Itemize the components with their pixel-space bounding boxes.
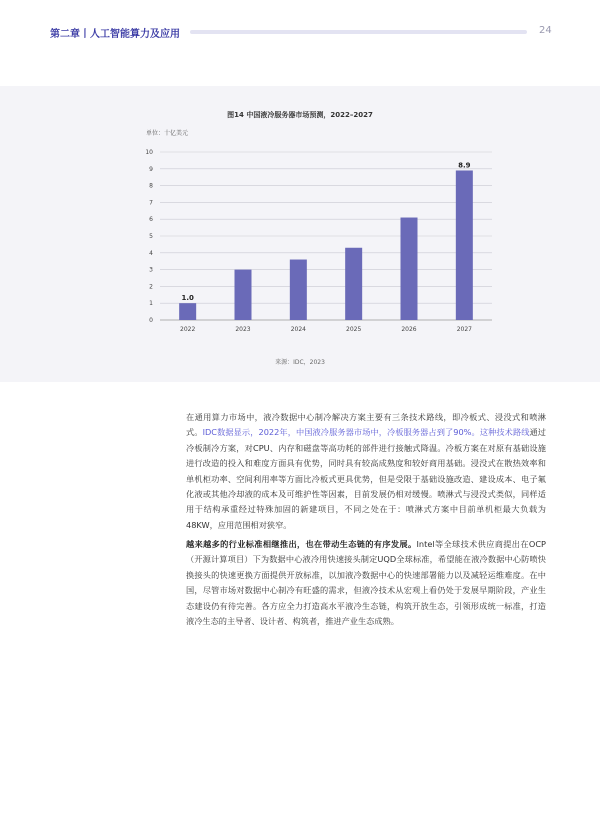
para1-text-1: 在通用算力市场中，液冷数据中心制冷解决方案主要有三条技术路线，即冷板式、浸没式和喷淋式。 xyxy=(186,412,546,438)
para2-lead: 越来越多的行业标准相继推出，也在带动生态链的有序发展。 xyxy=(186,539,417,549)
x-tick-label-2023: 2023 xyxy=(235,326,251,333)
bar-2023 xyxy=(235,270,252,320)
figure-title: 图14 中国液冷服务器市场预测，2022–2027 xyxy=(227,111,373,119)
y-tick-label-6: 6 xyxy=(149,216,153,224)
bar-2024 xyxy=(290,260,307,320)
bar-2025 xyxy=(345,248,362,320)
y-tick-label-3: 3 xyxy=(149,266,153,274)
header-divider-bar xyxy=(190,30,527,34)
para1-highlight: IDC数据显示，2022年，中国液冷服务器市场中，冷板服务器占到了90%。这种技术路线 xyxy=(202,427,530,438)
para1-text-2: 通过冷板制冷方案，对CPU、内存和磁盘等高功耗的部件进行接触式降温。冷板方案在对原有基础设施进行改造的投入和难度方面具有优势，同时具有较高成熟度和较好商用基础。浸没式在散热效率和单机柜功率、空间利用率等方面比冷板式更具优势，但是受限于基础设施改造、建设成本、电子氟化液或其他冷却液的成本及可维护性等因素，目前发展仍相对缓慢。喷淋式与浸没式类似，同样适用于结构承重经过特殊加固的新建项目，不同之处在于：喷淋式方案中目前单机柜最大负载为48KW，应用范围相对狭窄。 xyxy=(186,427,546,530)
y-tick-label-5: 5 xyxy=(149,233,153,240)
chapter-title: 第二章丨人工智能算力及应用 xyxy=(50,29,180,40)
y-tick-label-4: 4 xyxy=(149,249,153,257)
bar-2022 xyxy=(179,303,196,320)
figure-source: 来源：IDC，2023 xyxy=(275,359,325,366)
bar-2027 xyxy=(456,170,473,320)
paragraph-industry-standards xyxy=(186,537,546,629)
x-tick-label-2026: 2026 xyxy=(401,326,417,333)
paragraph-liquid-cooling-routes xyxy=(186,410,546,533)
y-tick-label-10: 10 xyxy=(145,149,153,156)
data-label-2027: 8.9 xyxy=(458,161,471,170)
y-tick-label-9: 9 xyxy=(149,165,153,173)
x-tick-label-2024: 2024 xyxy=(290,326,306,333)
y-tick-label-7: 7 xyxy=(149,199,153,207)
y-tick-label-1: 1 xyxy=(149,300,153,308)
y-tick-label-0: 0 xyxy=(149,317,153,324)
y-tick-label-8: 8 xyxy=(149,182,153,190)
para2-text: Intel等全球技术供应商提出在OCP（开源计算项目）下为数据中心液冷用快速接头制定UQD全球标准，希望能在液冷数据中心防喷快换接头的快速更换方面提供开放标准，以加液冷数据中心的快速部署能力以及减轻运维难度。在中国，尽管市场对数据中心制冷有旺盛的需求，但液冷技术从宏观上看仍处于发展早期阶段，产业生态建设仍有待完善。各方应全力打造高水平液冷生态链，构筑开放生态，引领形成统一标准，打造液冷生态的主导者、设计者、构筑者，推进产业生态成熟。 xyxy=(186,539,546,627)
y-tick-label-2: 2 xyxy=(149,283,153,291)
x-tick-label-2027: 2027 xyxy=(456,326,472,333)
x-tick-label-2022: 2022 xyxy=(180,326,196,333)
data-label-2022: 1.0 xyxy=(181,294,194,303)
page-header xyxy=(0,0,600,60)
bar-2026 xyxy=(401,218,418,320)
page-number: 24 xyxy=(539,25,552,36)
x-tick-label-2025: 2025 xyxy=(346,326,362,333)
chart-unit-label: 单位：十亿美元 xyxy=(146,130,189,137)
figure-panel xyxy=(0,86,600,382)
bar-chart xyxy=(0,86,600,382)
